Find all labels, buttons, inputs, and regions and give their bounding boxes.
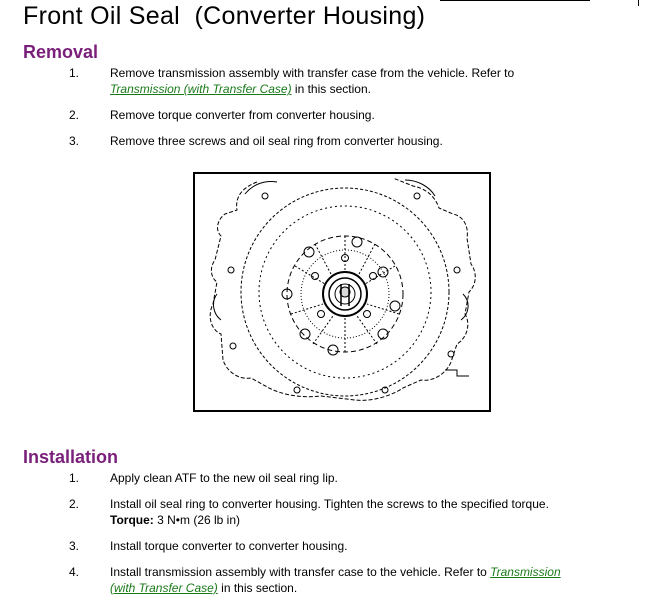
transmission-link[interactable]: Transmission [490, 565, 561, 579]
torque-value: 3 N•m (26 lb in) [157, 513, 241, 527]
installation-heading: Installation [23, 447, 119, 467]
step-text: Remove three screws and oil seal ring from converter housing. [110, 134, 443, 148]
step-text: Install torque converter to converter housing. [110, 539, 348, 553]
step-text: Apply clean ATF to the new oil seal ring lip. [110, 471, 338, 485]
step-text-suffix: in this section. [217, 581, 298, 595]
converter-housing-figure [193, 172, 491, 412]
pump-bolt [390, 301, 400, 311]
seal-screw [364, 311, 371, 318]
removal-heading: Removal [23, 42, 99, 62]
seal-screw [370, 273, 377, 280]
transmission-link-continued[interactable]: (with Transfer Case) [110, 581, 218, 595]
flange-hole [262, 193, 268, 199]
step-text: Install oil seal ring to converter housing. Tighten the screws to the specified torque. [110, 497, 549, 511]
step-number: 4. [69, 565, 80, 579]
step-text: Remove torque converter from converter housing. [110, 108, 375, 122]
step-text: Install transmission assembly with transfer case to the vehicle. Refer to [110, 565, 491, 579]
step-number: 1. [69, 471, 80, 485]
converter-housing-diagram [195, 174, 489, 410]
bracket [445, 370, 469, 376]
flange-hole [414, 193, 420, 199]
corner-tick [638, 0, 639, 6]
pump-bolt [300, 329, 310, 339]
step-number: 3. [69, 539, 80, 553]
step-number: 3. [69, 134, 80, 148]
seal-screw [318, 311, 325, 318]
step-text-suffix: in this section. [291, 82, 371, 96]
page-title: Front Oil Seal (Converter Housing) [23, 2, 426, 30]
flange-hole [454, 267, 460, 273]
flange-hole [448, 351, 454, 357]
step-text: Remove transmission assembly with transfer case from the vehicle. Refer to [110, 66, 515, 80]
step-number: 2. [69, 108, 80, 122]
transmission-link[interactable]: Transmission (with Transfer Case) [110, 82, 292, 96]
step-number: 1. [69, 66, 80, 80]
flange-hole [230, 343, 236, 349]
torque-label: Torque: [110, 513, 154, 527]
step-number: 2. [69, 497, 80, 511]
top-rule [440, 0, 590, 1]
flange-hole [228, 267, 234, 273]
pump-bolt [352, 237, 362, 247]
flange-hole [294, 387, 300, 393]
